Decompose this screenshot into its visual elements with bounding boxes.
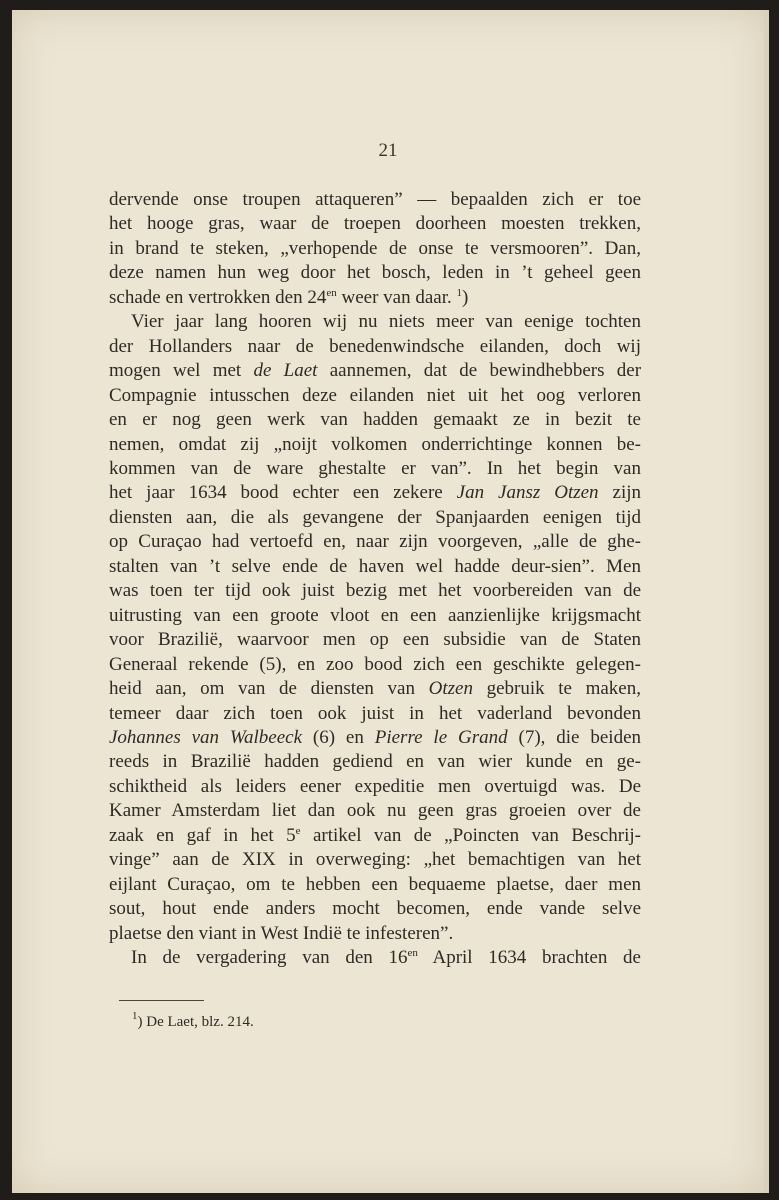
text-line (109, 408, 641, 432)
text-line (109, 873, 641, 897)
text-segment: nemen, omdat zij „noijt volkomen onderrichtinge konnen be- (109, 433, 641, 455)
text-segment: gebruik te maken, (472, 678, 641, 700)
text-segment: diensten aan, die als gevangene der Spanjaarden eenigen tijd (109, 506, 641, 528)
text-segment: Kamer Amsterdam liet dan ook nu geen gras groeien over de (109, 800, 641, 822)
text-line (109, 946, 641, 970)
text-line (109, 384, 641, 408)
text-line (109, 922, 641, 946)
text-line (109, 604, 641, 628)
text-segment: schiktheid als leiders eener expeditie men overtuigd was. De (109, 775, 641, 797)
text-segment: Generaal rekende (5), en zoo bood zich een geschikte gelegen- (109, 653, 641, 675)
text-line (109, 726, 641, 750)
text-segment: schade en vertrokken den 24 (109, 286, 327, 308)
text-segment: eijlant Curaçao, om te hebben een bequaeme plaetse, daer men (109, 873, 641, 895)
text-segment: sout, hout ende anders mocht becomen, ende vande selve (109, 898, 641, 920)
footnote-marker: 1 (132, 1010, 138, 1022)
italic-text: Jan Jansz Otzen (456, 482, 599, 504)
book-page (12, 10, 764, 1193)
text-segment: zaak en gaf in het 5 (109, 824, 296, 846)
text-line (109, 457, 641, 481)
page-edge (764, 10, 769, 1193)
text-line (109, 750, 641, 774)
italic-text: de Laet (253, 360, 318, 382)
text-segment: het hooge gras, waar de troepen doorheen moesten trekken, (109, 213, 641, 235)
text-segment: deze namen hun weg door het bosch, leden in ’t geheel geen (109, 262, 641, 284)
text-segment: dervende onse troupen attaqueren” — bepaalden zich er toe (109, 189, 641, 210)
text-segment: April 1634 brachten de (417, 947, 641, 969)
text-segment: plaetse den viant in West Indië te infesteren”. (109, 922, 454, 944)
text-segment: In de vergadering van den 16 (131, 947, 408, 969)
text-segment: weer van daar. (336, 286, 457, 308)
text-segment: vinge” aan de XIX in overweging: „het bemachtigen van het (109, 849, 641, 871)
text-line (109, 506, 641, 530)
text-segment: zijn (598, 482, 642, 504)
text-line (109, 775, 641, 799)
text-segment: temeer daar zich toen ook juist in het vaderland bevonden (109, 702, 641, 724)
footnote-rule (119, 1000, 204, 1001)
superscript: e (295, 824, 301, 837)
footnote: $^1$) De Laet, blz. 214. (132, 1010, 254, 1030)
text-segment: was toen ter tijd ook juist bezig met het voorbereiden van de (109, 580, 641, 602)
body-text (109, 188, 641, 971)
text-line (109, 359, 641, 383)
text-line (109, 212, 641, 236)
footnote-text: De Laet, blz. 214. (146, 1014, 254, 1030)
text-line (109, 286, 641, 310)
text-segment: op Curaçao had vertoefd en, naar zijn voorgeven, „alle de ghe- (109, 531, 641, 553)
text-line (109, 579, 641, 603)
text-line (109, 799, 641, 823)
italic-text: Pierre le Grand (374, 726, 508, 748)
text-segment: mogen wel met (109, 360, 254, 382)
text-segment: heid aan, om van de diensten van (109, 678, 429, 700)
text-line (109, 530, 641, 554)
text-segment: kommen van de ware ghestalte er van”. In het begin van (109, 457, 641, 479)
text-line (109, 481, 641, 505)
text-line (109, 310, 641, 334)
text-line (109, 897, 641, 921)
text-segment: in brand te steken, „verhopende de onse te versmooren”. Dan, (109, 237, 641, 259)
text-segment: en er nog geen werk van hadden gemaakt ze in bezit te (109, 409, 641, 431)
text-segment: het jaar 1634 bood echter een zekere (109, 482, 457, 504)
text-line (109, 653, 641, 677)
text-line (109, 555, 641, 579)
text-line (109, 188, 641, 212)
superscript: 1 (456, 286, 462, 299)
text-line (109, 237, 641, 261)
text-segment: Compagnie intusschen deze eilanden niet uit het oog verloren (109, 384, 641, 406)
text-line (109, 433, 641, 457)
text-segment: voor Brazilië, waarvoor men op een subsidie van de Staten (109, 629, 641, 651)
text-line (109, 824, 641, 848)
page-number: 21 (378, 140, 398, 161)
italic-text: Johannes van Walbeeck (109, 726, 303, 748)
text-segment: stalten van ’t selve ende de haven wel hadde deur-sien”. Men (109, 555, 641, 577)
text-segment: aannemen, dat de bewindhebbers der (317, 360, 642, 382)
text-segment: (6) en (302, 726, 375, 748)
text-line (109, 335, 641, 359)
text-line (109, 261, 641, 285)
text-line (109, 702, 641, 726)
text-line (109, 628, 641, 652)
text-line (109, 677, 641, 701)
superscript: en (407, 947, 418, 960)
text-segment: uitrusting van een groote vloot en een aanzienlijke krijgsmacht (109, 604, 641, 626)
italic-text: Otzen (428, 678, 473, 700)
text-segment: der Hollanders naar de benedenwindsche eilanden, doch wij (109, 335, 641, 357)
text-line (109, 848, 641, 872)
text-segment: (7), die beiden (507, 726, 642, 748)
text-segment: ) (462, 286, 469, 308)
superscript: en (326, 286, 337, 299)
text-segment: Vier jaar lang hooren wij nu niets meer van eenige tochten (131, 311, 641, 333)
text-segment: artikel van de „Poincten van Beschrij- (300, 824, 642, 846)
text-segment: reeds in Brazilië hadden gediend en van wier kunde en ge- (109, 751, 641, 773)
